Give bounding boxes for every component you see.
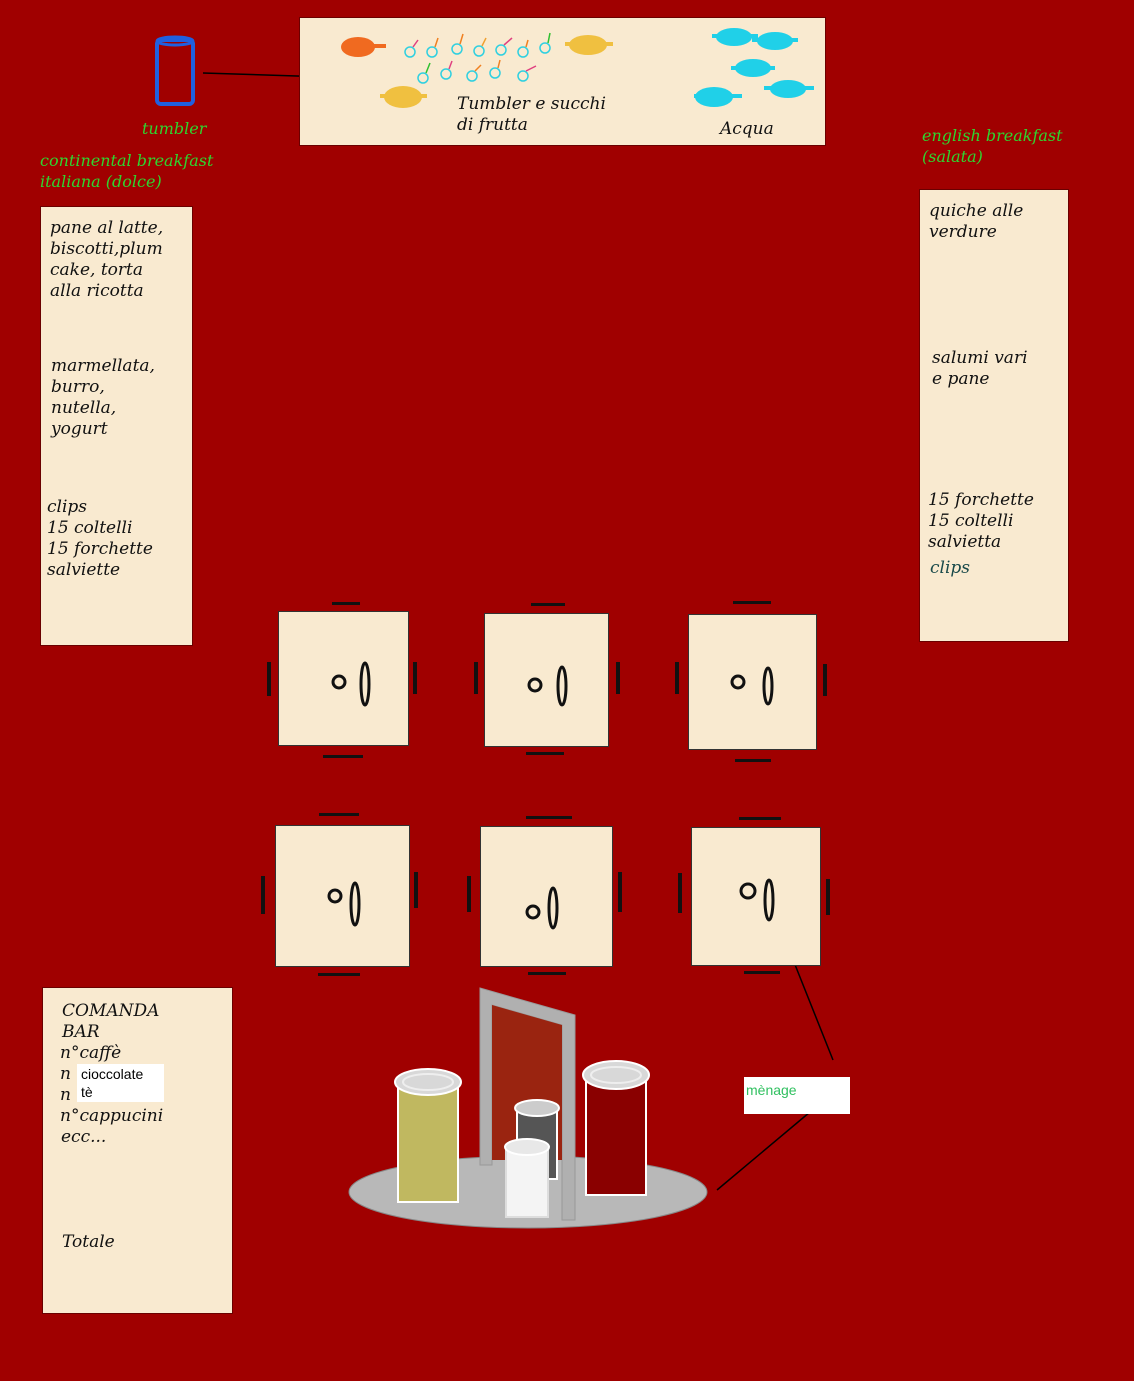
tumbler-label: tumbler — [142, 119, 207, 138]
juices-label: Tumbler e succhi di frutta — [457, 94, 606, 135]
water-label: Acqua — [720, 119, 774, 139]
order-line-tea-prefix: n — [60, 1085, 71, 1105]
order-line-cappuccino: n°cappucini — [60, 1106, 164, 1126]
english-clips-text: clips — [930, 558, 971, 578]
continental-cutlery-text: clips 15 coltelli 15 forchette salviette — [47, 497, 153, 580]
order-line-tea: tè — [81, 1084, 93, 1100]
english-cutlery-text: 15 forchette 15 coltelli salvietta — [928, 490, 1034, 552]
english-cold-cuts-text: salumi vari e pane — [932, 348, 1028, 389]
menage-label: mènage — [746, 1082, 797, 1098]
continental-label: continental breakfast italiana (dolce) — [40, 151, 214, 191]
order-total-label: Totale — [62, 1232, 115, 1252]
english-quiche-text: quiche alle verdure — [929, 201, 1024, 242]
continental-spreads-text: marmellata, burro, nutella, yogurt — [51, 356, 155, 439]
continental-bakery-text: pane al latte, biscotti,plum cake, torta alla ricotta — [50, 218, 164, 301]
order-line-coffee: n°caffè — [60, 1043, 122, 1063]
order-line-chocolate-prefix: n — [60, 1064, 71, 1084]
order-line-etc: ecc... — [61, 1127, 107, 1147]
english-label: english breakfast (salata) — [922, 126, 1063, 166]
order-pad-title: COMANDA BAR — [62, 1001, 160, 1042]
order-line-chocolate: cioccolate — [81, 1066, 144, 1082]
